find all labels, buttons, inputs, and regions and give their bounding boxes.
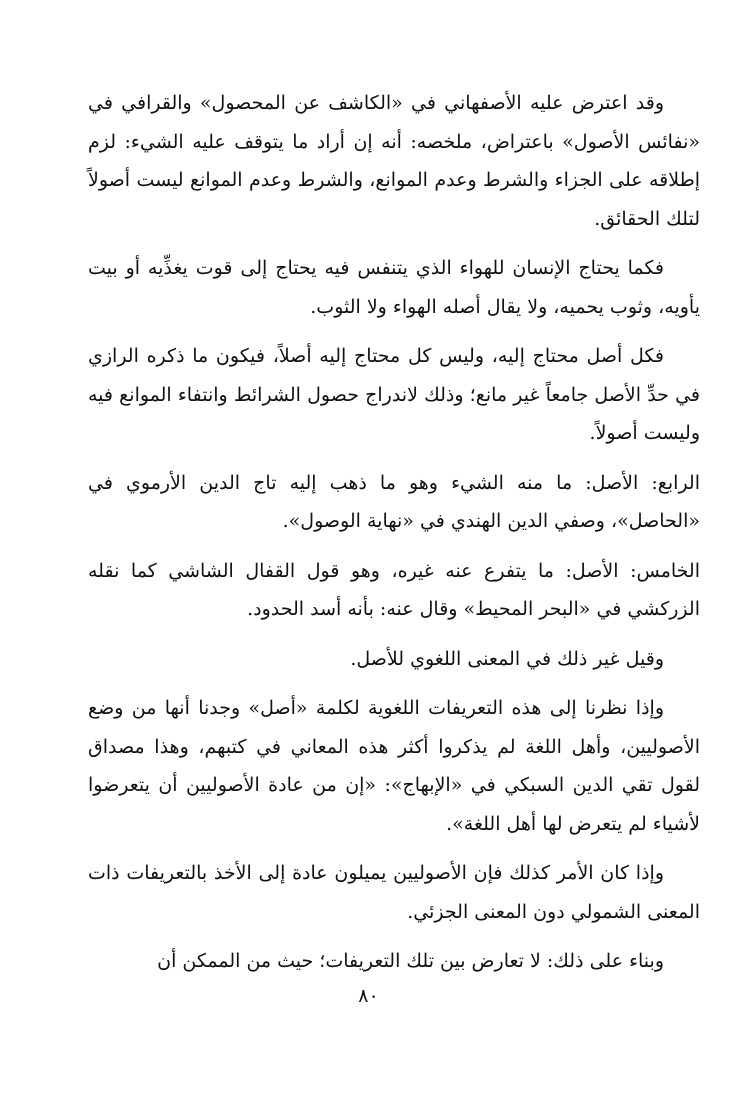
page-number: ٨٠ (358, 985, 379, 1007)
paragraph-no-contradiction: وبناء على ذلك: لا تعارض بين تلك التعريفات؛ حيث من الممكن أن (157, 950, 664, 972)
paragraph-usuli-definitions: وإذا نظرنا إلى هذه التعريفات اللغوية لكلمة «أصل» وجدنا أنها من وضع الأصوليين، وأهل اللغة لم يذكروا أكثر هذه المعاني في كتبهم، وهذا مصداق لقول تقي الدين السبكي في «الإبهاج»: «إن من عادة الأصوليين أن يتعرضوا لأشياء لم يتعرض لها أهل اللغة». (88, 697, 700, 835)
paragraph-other-definitions: وقيل غير ذلك في المعنى اللغوي للأصل. (350, 647, 664, 670)
paragraph-analogy: فكما يحتاج الإنسان للهواء الذي يتنفس فيه يحتاج إلى قوت يغذِّيه أو بيت يأويه، وثوب يحميه، ولا يقال أصله الهواء ولا الثوب. (88, 257, 700, 318)
paragraph-fifth-definition: الخامس: الأصل: ما يتفرع عنه غيره، وهو قول القفال الشاشي كما نقله الزركشي في «البحر المحيط» وقال عنه: بأنه أسد الحدود. (88, 559, 700, 620)
paragraph-fourth-definition: الرابع: الأصل: ما منه الشيء وهو ما ذهب إليه تاج الدين الأرموي في «الحاصل»، وصفي الدين الهندي في «نهاية الوصول». (88, 471, 700, 532)
paragraph-objection: وقد اعترض عليه الأصفهاني في «الكاشف عن المحصول» والقرافي في «نفائس الأصول» باعتراض، ملخصه: أنه إن أراد ما يتوقف عليه الشيء: لزم إطلاقه على الجزاء والشرط وعدم الموانع، والشرط وعدم الموانع ليست أصولاً لتلك الحقائق. (88, 92, 700, 230)
page-body (88, 84, 700, 992)
paragraph-general-meaning: وإذا كان الأمر كذلك فإن الأصوليين يميلون عادة إلى الأخذ بالتعريفات ذات المعنى الشمولي دون المعنى الجزئي. (88, 862, 700, 923)
paragraph-conclusion: فكل أصل محتاج إليه، وليس كل محتاج إليه أصلاً، فيكون ما ذكره الرازي في حدِّ الأصل جامعاً غير مانع؛ وذلك لاندراج حصول الشرائط وانتفاء الموانع فيه وليست أصولاً. (88, 345, 700, 444)
